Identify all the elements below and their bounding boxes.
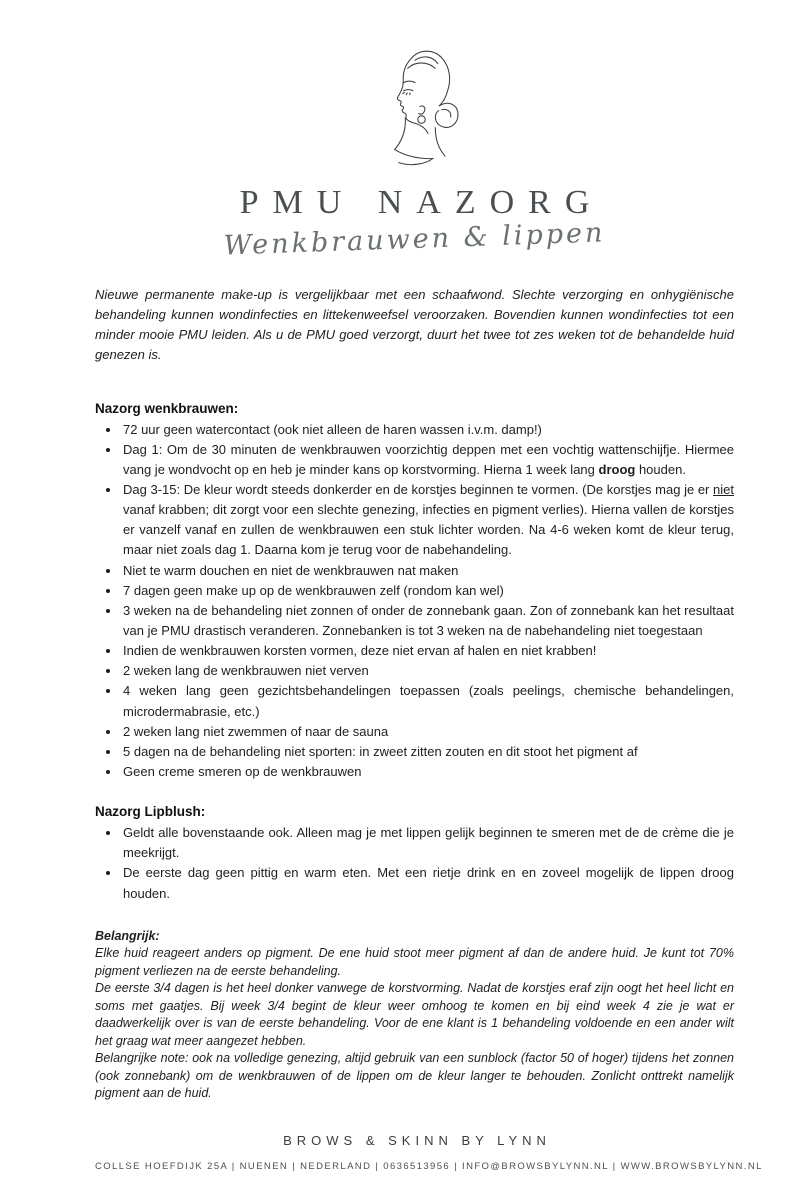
- bullet-item: • Dag 1: Om de 30 minuten de wenkbrauwen voorzichtig deppen met een vochtig wattenschijfje. Hiermee vang je wondvocht op en heb je minder kans op korstvorming. Hierna 1 week lang droog houden.: [121, 440, 734, 480]
- important-paragraph: Belangrijke note: ook na volledige genezing, altijd gebruik van een sunblock (factor 50 of hoger) tijdens het zonnen (ook zonnebank) om de wenkbrauwen of de lippen om de kleur langer te behouden. Zonlicht onttrekt namelijk pigment aan de huid.: [95, 1051, 734, 1101]
- section-brows: [95, 401, 734, 783]
- important-section: [95, 928, 734, 1103]
- page-subtitle: Wenkbrauwen & lippen: [223, 217, 606, 262]
- bullet-item: • Indien de wenkbrauwen korsten vormen, deze niet ervan af halen en niet krabben!: [121, 641, 734, 661]
- bullet-item: • 5 dagen na de behandeling niet sporten: in zweet zitten zouten en dit stoot het pigment af: [121, 742, 734, 762]
- footer-contact-line: COLLSE HOEFDIJK 25A | NUENEN | NEDERLAND | 0636513956 | INFO@BROWSBYLYNN.NL | WWW.BROWSBYLYNN.NL: [95, 1160, 763, 1172]
- bullet-item: • Geen creme smeren op de wenkbrauwen: [121, 762, 734, 782]
- bullet-item: • 7 dagen geen make up op de wenkbrauwen zelf (rondom kan wel): [121, 581, 734, 601]
- section-heading-brows: Nazorg wenkbrauwen:: [95, 400, 239, 416]
- bullet-item: • 4 weken lang geen gezichtsbehandelingen toepassen (zoals peelings, chemische behandelingen, microdermabrasie, etc.): [121, 681, 734, 721]
- section-heading-lipblush: Nazorg Lipblush:: [95, 804, 206, 820]
- woman-line-art-icon: [356, 40, 474, 178]
- bullet-item: • Dag 3-15: De kleur wordt steeds donkerder en de korstjes beginnen te vormen. (De korstjes mag je er niet vanaf krabben; dit zorgt voor een slechte genezing, infecties en pigment verlies). Hierna vallen de korstjes er vanzelf vanaf en zullen de wenkbrauwen een stuk lichter worden. Na 4-6 weken komt de kleur terug, maar niet zoals dag 1. Daarna kom je terug voor de nabehandeling.: [121, 480, 734, 561]
- lipblush-bullet-list: [95, 823, 734, 904]
- bullet-item: • 72 uur geen watercontact (ook niet alleen de haren wassen i.v.m. damp!): [121, 420, 734, 440]
- footer-brand: BROWS & SKINN BY LYNN: [283, 1132, 551, 1148]
- intro-paragraph: Nieuwe permanente make-up is vergelijkbaar met een schaafwond. Slechte verzorging en onhygiënische behandeling kunnen wondinfecties en littekenweefsel veroorzaken. Bovendien kunnen wondinfecties tot een minder mooie PMU leiden. Als u de PMU goed verzorgt, duurt het twee tot zes weken tot de behandelde huid genezen is.: [95, 287, 734, 363]
- page-title: PMU NAZORG: [239, 184, 604, 221]
- bullet-item: • 2 weken lang niet zwemmen of naar de sauna: [121, 722, 734, 742]
- bullet-item: • 2 weken lang de wenkbrauwen niet verven: [121, 661, 734, 681]
- logo: [95, 40, 734, 178]
- important-heading: Belangrijk:: [95, 928, 160, 943]
- bullet-item: • Geldt alle bovenstaande ook. Alleen mag je met lippen gelijk beginnen te smeren met de de crème die je meekrijgt.: [121, 823, 734, 863]
- important-paragraph: De eerste 3/4 dagen is het heel donker vanwege de korstvorming. Nadat de korstjes eraf zijn oogt het heel licht en soms met gaatjes. Bij week 3/4 begint de kleur weer omhoog te komen en bij eind week 4 zie je wat er daadwerkelijk over is van de eerste behandeling. Voor de ene klant is 1 behandeling voldoende en een ander wilt het graag wat meer aangezet hebben.: [95, 981, 734, 1048]
- bullet-item: • Niet te warm douchen en niet de wenkbrauwen nat maken: [121, 561, 734, 581]
- section-lipblush: [95, 804, 734, 904]
- brows-bullet-list: [95, 420, 734, 783]
- bullet-item: • De eerste dag geen pittig en warm eten. Met een rietje drink en en zoveel mogelijk de lippen droog houden.: [121, 863, 734, 903]
- document-footer: [95, 1103, 763, 1172]
- document-header: [95, 40, 734, 262]
- bullet-item: • 3 weken na de behandeling niet zonnen of onder de zonnebank gaan. Zon of zonnebank kan het resultaat van je PMU drastisch veranderen. Zonnebanken is tot 3 weken na de nabehandeling niet toegestaan: [121, 601, 734, 641]
- important-paragraph: Elke huid reageert anders op pigment. De ene huid stoot meer pigment af dan de andere huid. Je kunt tot 70% pigment verliezen na de eerste behandeling.: [95, 946, 734, 978]
